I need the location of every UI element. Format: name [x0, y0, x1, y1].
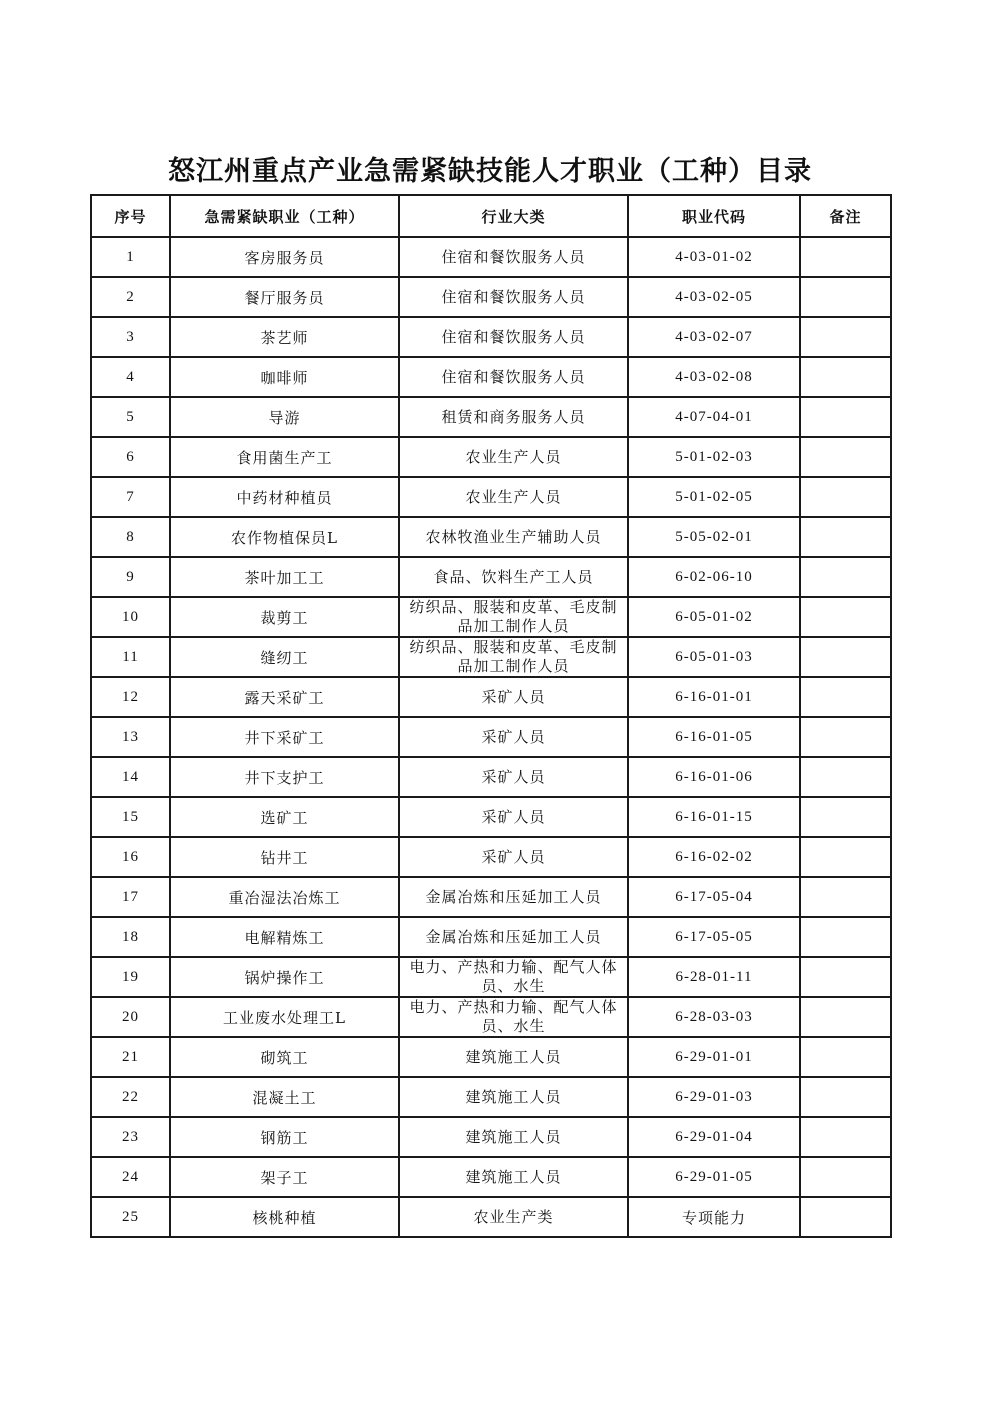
- cell-remarks: [800, 717, 891, 757]
- table-row: [91, 677, 891, 717]
- table-row: [91, 237, 891, 277]
- cell-industry-category: 采矿人员: [399, 717, 628, 757]
- cell-occupation-code: 6-29-01-04: [628, 1117, 800, 1157]
- cell-remarks: [800, 277, 891, 317]
- cell-industry-category: 建筑施工人员: [399, 1077, 628, 1117]
- cell-serial-number: 4: [91, 357, 170, 397]
- header-industry-category: 行业大类: [399, 195, 628, 237]
- header-occupation: 急需紧缺职业（工种）: [170, 195, 399, 237]
- cell-occupation-code: 6-16-01-05: [628, 717, 800, 757]
- cell-occupation: 井下支护工: [170, 757, 399, 797]
- cell-serial-number: 5: [91, 397, 170, 437]
- cell-serial-number: 21: [91, 1037, 170, 1077]
- cell-occupation-code: 6-16-01-06: [628, 757, 800, 797]
- cell-serial-number: 6: [91, 437, 170, 477]
- cell-occupation-code: 专项能力: [628, 1197, 800, 1237]
- cell-remarks: [800, 1157, 891, 1197]
- cell-industry-category: 住宿和餐饮服务人员: [399, 317, 628, 357]
- table-row: [91, 437, 891, 477]
- cell-occupation: 锅炉操作工: [170, 957, 399, 997]
- cell-occupation-code: 6-05-01-03: [628, 637, 800, 677]
- cell-serial-number: 14: [91, 757, 170, 797]
- table-row: [91, 797, 891, 837]
- cell-remarks: [800, 1117, 891, 1157]
- table-row: [91, 597, 891, 637]
- header-serial-number: 序号: [91, 195, 170, 237]
- table-header-row: [91, 195, 891, 237]
- cell-remarks: [800, 557, 891, 597]
- cell-remarks: [800, 517, 891, 557]
- table-row: [91, 477, 891, 517]
- cell-occupation-code: 4-03-02-08: [628, 357, 800, 397]
- cell-occupation: 工业废水处理工L: [170, 997, 399, 1037]
- cell-occupation: 选矿工: [170, 797, 399, 837]
- cell-serial-number: 16: [91, 837, 170, 877]
- table-row: [91, 1037, 891, 1077]
- table-row: [91, 1077, 891, 1117]
- cell-serial-number: 10: [91, 597, 170, 637]
- cell-occupation-code: 5-01-02-03: [628, 437, 800, 477]
- cell-occupation: 架子工: [170, 1157, 399, 1197]
- cell-serial-number: 2: [91, 277, 170, 317]
- table-row: [91, 637, 891, 677]
- cell-occupation-code: 4-03-02-07: [628, 317, 800, 357]
- cell-serial-number: 25: [91, 1197, 170, 1237]
- page-title: 怒江州重点产业急需紧缺技能人才职业（工种）目录: [168, 156, 812, 187]
- cell-occupation-code: 5-01-02-05: [628, 477, 800, 517]
- table-row: [91, 837, 891, 877]
- cell-remarks: [800, 837, 891, 877]
- table-row: [91, 957, 891, 997]
- cell-remarks: [800, 1197, 891, 1237]
- cell-industry-category: 农业生产人员: [399, 477, 628, 517]
- cell-industry-category: 住宿和餐饮服务人员: [399, 277, 628, 317]
- cell-industry-category: 住宿和餐饮服务人员: [399, 357, 628, 397]
- cell-occupation: 重冶湿法冶炼工: [170, 877, 399, 917]
- cell-industry-category: 建筑施工人员: [399, 1117, 628, 1157]
- cell-remarks: [800, 677, 891, 717]
- cell-remarks: [800, 917, 891, 957]
- cell-occupation: 电解精炼工: [170, 917, 399, 957]
- table-row: [91, 877, 891, 917]
- cell-remarks: [800, 757, 891, 797]
- cell-industry-category: 采矿人员: [399, 837, 628, 877]
- cell-industry-category: 农业生产人员: [399, 437, 628, 477]
- cell-remarks: [800, 877, 891, 917]
- cell-industry-category: 金属冶炼和压延加工人员: [399, 877, 628, 917]
- cell-occupation: 咖啡师: [170, 357, 399, 397]
- cell-occupation: 钢筋工: [170, 1117, 399, 1157]
- cell-serial-number: 8: [91, 517, 170, 557]
- cell-industry-category: 食品、饮料生产工人员: [399, 557, 628, 597]
- cell-serial-number: 18: [91, 917, 170, 957]
- cell-occupation-code: 4-07-04-01: [628, 397, 800, 437]
- cell-occupation-code: 6-16-02-02: [628, 837, 800, 877]
- cell-occupation-code: 6-29-01-05: [628, 1157, 800, 1197]
- cell-occupation-code: 4-03-01-02: [628, 237, 800, 277]
- cell-serial-number: 23: [91, 1117, 170, 1157]
- cell-occupation: 导游: [170, 397, 399, 437]
- cell-serial-number: 20: [91, 997, 170, 1037]
- table-row: [91, 357, 891, 397]
- cell-occupation-code: 6-16-01-15: [628, 797, 800, 837]
- table-row: [91, 1117, 891, 1157]
- table-row: [91, 917, 891, 957]
- cell-industry-category: 农业生产类: [399, 1197, 628, 1237]
- cell-occupation: 砌筑工: [170, 1037, 399, 1077]
- cell-industry-category: 纺织品、服装和皮革、毛皮制品加工制作人员: [399, 637, 628, 677]
- table-row: [91, 717, 891, 757]
- cell-remarks: [800, 637, 891, 677]
- table-row: [91, 277, 891, 317]
- table-row: [91, 557, 891, 597]
- cell-serial-number: 17: [91, 877, 170, 917]
- cell-occupation-code: 6-28-03-03: [628, 997, 800, 1037]
- cell-occupation-code: 6-29-01-03: [628, 1077, 800, 1117]
- cell-occupation: 餐厅服务员: [170, 277, 399, 317]
- cell-occupation: 裁剪工: [170, 597, 399, 637]
- cell-remarks: [800, 1077, 891, 1117]
- cell-industry-category: 建筑施工人员: [399, 1037, 628, 1077]
- cell-occupation: 农作物植保员L: [170, 517, 399, 557]
- cell-remarks: [800, 997, 891, 1037]
- cell-serial-number: 19: [91, 957, 170, 997]
- cell-serial-number: 15: [91, 797, 170, 837]
- header-remarks: 备注: [800, 195, 891, 237]
- cell-industry-category: 农林牧渔业生产辅助人员: [399, 517, 628, 557]
- cell-industry-category: 电力、产热和力输、配气人体员、水生: [399, 997, 628, 1037]
- cell-remarks: [800, 357, 891, 397]
- cell-serial-number: 24: [91, 1157, 170, 1197]
- table-row: [91, 397, 891, 437]
- cell-occupation: 茶艺师: [170, 317, 399, 357]
- cell-industry-category: 采矿人员: [399, 797, 628, 837]
- cell-industry-category: 采矿人员: [399, 677, 628, 717]
- cell-industry-category: 住宿和餐饮服务人员: [399, 237, 628, 277]
- cell-occupation-code: 6-05-01-02: [628, 597, 800, 637]
- cell-remarks: [800, 317, 891, 357]
- cell-remarks: [800, 437, 891, 477]
- cell-industry-category: 建筑施工人员: [399, 1157, 628, 1197]
- cell-occupation: 混凝土工: [170, 1077, 399, 1117]
- occupation-table: [90, 194, 892, 1238]
- cell-remarks: [800, 597, 891, 637]
- cell-occupation: 茶叶加工工: [170, 557, 399, 597]
- table-row: [91, 1157, 891, 1197]
- table-row: [91, 757, 891, 797]
- cell-occupation: 钻井工: [170, 837, 399, 877]
- cell-industry-category: 租赁和商务服务人员: [399, 397, 628, 437]
- cell-remarks: [800, 237, 891, 277]
- cell-occupation: 客房服务员: [170, 237, 399, 277]
- cell-occupation: 缝纫工: [170, 637, 399, 677]
- cell-industry-category: 电力、产热和力输、配气人体员、水生: [399, 957, 628, 997]
- cell-remarks: [800, 477, 891, 517]
- cell-remarks: [800, 957, 891, 997]
- cell-serial-number: 7: [91, 477, 170, 517]
- cell-occupation-code: 6-17-05-05: [628, 917, 800, 957]
- cell-occupation-code: 4-03-02-05: [628, 277, 800, 317]
- cell-occupation: 食用菌生产工: [170, 437, 399, 477]
- cell-industry-category: 纺织品、服装和皮革、毛皮制品加工制作人员: [399, 597, 628, 637]
- cell-serial-number: 12: [91, 677, 170, 717]
- cell-occupation-code: 6-17-05-04: [628, 877, 800, 917]
- cell-remarks: [800, 1037, 891, 1077]
- cell-serial-number: 1: [91, 237, 170, 277]
- cell-industry-category: 采矿人员: [399, 757, 628, 797]
- cell-occupation-code: 6-28-01-11: [628, 957, 800, 997]
- table-row: [91, 997, 891, 1037]
- cell-remarks: [800, 397, 891, 437]
- cell-occupation: 露天采矿工: [170, 677, 399, 717]
- cell-industry-category: 金属冶炼和压延加工人员: [399, 917, 628, 957]
- cell-serial-number: 9: [91, 557, 170, 597]
- cell-remarks: [800, 797, 891, 837]
- cell-occupation: 中药材种植员: [170, 477, 399, 517]
- header-occupation-code: 职业代码: [628, 195, 800, 237]
- cell-occupation: 核桃种植: [170, 1197, 399, 1237]
- table-row: [91, 317, 891, 357]
- cell-serial-number: 11: [91, 637, 170, 677]
- cell-serial-number: 22: [91, 1077, 170, 1117]
- cell-serial-number: 13: [91, 717, 170, 757]
- cell-occupation-code: 6-02-06-10: [628, 557, 800, 597]
- cell-occupation-code: 5-05-02-01: [628, 517, 800, 557]
- table-row: [91, 1197, 891, 1237]
- cell-occupation: 井下采矿工: [170, 717, 399, 757]
- cell-occupation-code: 6-29-01-01: [628, 1037, 800, 1077]
- cell-occupation-code: 6-16-01-01: [628, 677, 800, 717]
- cell-serial-number: 3: [91, 317, 170, 357]
- table-body: [91, 237, 891, 1237]
- table-row: [91, 517, 891, 557]
